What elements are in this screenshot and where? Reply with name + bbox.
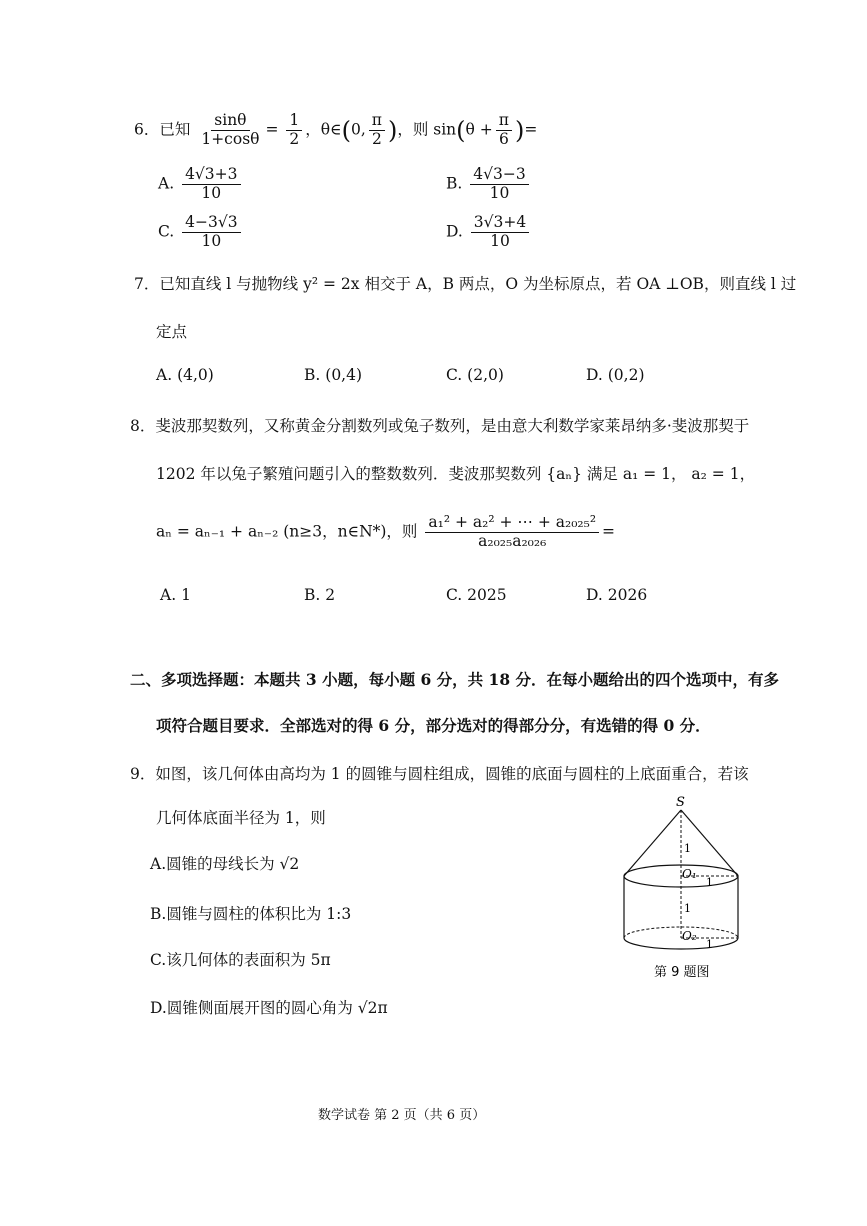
- q7-option-a: A. (4,0): [156, 366, 214, 384]
- fraction-pi-half: $\frac{\pi}{2}$: [369, 112, 385, 149]
- figure-caption: 第 9 题图: [654, 965, 710, 980]
- label-cylinder-height: 1: [684, 902, 691, 915]
- q9-option-d: D.圆锥侧面展开图的圆心角为 √2π: [150, 999, 388, 1017]
- question-7-stem-line2: 定点: [156, 323, 188, 341]
- question-7-stem-line1: 7．已知直线 l 与抛物线 y² = 2x 相交于 A，B 两点，O 为坐标原点，若 OA ⊥OB，则直线 l 过: [134, 275, 797, 293]
- label-o1: O₁: [682, 867, 697, 881]
- question-8-stem-line1: 8．斐波那契数列，又称黄金分割数列或兔子数列，是由意大利数学家莱昂纳多·斐波那契于: [130, 417, 750, 435]
- q8-option-d: D. 2026: [586, 586, 648, 604]
- q7-option-d: D. (0,2): [586, 366, 645, 384]
- q6-option-d: D. $\frac{3√3+4}{10}$: [446, 214, 532, 251]
- q9-option-c: C.该几何体的表面积为 5π: [150, 951, 331, 969]
- q9-option-a: A.圆锥的母线长为 √2: [150, 855, 300, 873]
- question-6-stem: 6．已知 $\frac{\sin\theta}{1+\cos\theta}$ = $\frac{1}{2}$ ，θ∈(0, $\frac{\pi}{2}$ )，则 sin(θ + $\frac{\pi}{6}$ )=: [134, 111, 538, 148]
- label-apex-s: S: [676, 796, 685, 810]
- bottom-base-front: [624, 938, 738, 949]
- q9-option-b: B.圆锥与圆柱的体积比为 1:3: [150, 905, 352, 923]
- q8-option-b: B. 2: [304, 586, 336, 604]
- question-9-figure: [610, 796, 750, 986]
- q6-option-a: A. $\frac{4√3+3}{10}$: [158, 166, 244, 203]
- page-footer: 数学试卷 第 2 页（共 6 页）: [318, 1108, 486, 1123]
- fraction-fib-sum: $\frac{\text{a₁² + a₂² + ⋯ + a₂₀₂₅²}}{\text{a₂₀₂₅a₂₀₂₆}}$: [425, 514, 599, 551]
- question-number: 6．: [134, 120, 160, 139]
- fraction-pi-sixth: $\frac{\pi}{6}$: [496, 112, 512, 149]
- q7-option-b: B. (0,4): [304, 366, 363, 384]
- label-cone-height: 1: [684, 842, 691, 855]
- section-2-heading-line2: 项符合题目要求．全部选对的得 6 分，部分选对的得部分分，有选错的得 0 分．: [156, 716, 711, 735]
- question-9-stem-line2: 几何体底面半径为 1，则: [156, 809, 326, 827]
- q8-option-c: C. 2025: [446, 586, 507, 604]
- q7-option-c: C. (2,0): [446, 366, 504, 384]
- q8-option-a: A. 1: [160, 586, 191, 604]
- question-8-stem-line3: aₙ = aₙ₋₁ + aₙ₋₂ (n≥3，n∈N*)，则 $\frac{\text{a₁² + a₂² + ⋯ + a₂₀₂₅²}}{\text{a₂₀₂₅a₂₀₂₆}}$ =: [156, 513, 616, 550]
- q6-option-b: B. $\frac{4√3-3}{10}$: [446, 166, 532, 203]
- label-top-radius: 1: [706, 876, 713, 889]
- label-o2: O₂: [682, 929, 697, 943]
- label-bottom-radius: 1: [706, 938, 713, 951]
- section-2-heading-line1: 二、多项选择题：本题共 3 小题，每小题 6 分，共 18 分．在每小题给出的四个选项中，有多: [130, 670, 780, 689]
- question-8-stem-line2: 1202 年以兔子繁殖问题引入的整数数列．斐波那契数列 {aₙ} 满足 a₁ = 1， a₂ = 1，: [156, 465, 756, 483]
- q6-option-c: C. $\frac{4-3√3}{10}$: [158, 214, 244, 251]
- fraction-half: $\frac{1}{2}$: [286, 112, 302, 149]
- question-9-stem-line1: 9．如图，该几何体由高均为 1 的圆锥与圆柱组成，圆锥的底面与圆柱的上底面重合，若该: [130, 765, 749, 783]
- fraction-sin-over-cos: $\frac{\sin\theta}{1+\cos\theta}$: [201, 111, 260, 148]
